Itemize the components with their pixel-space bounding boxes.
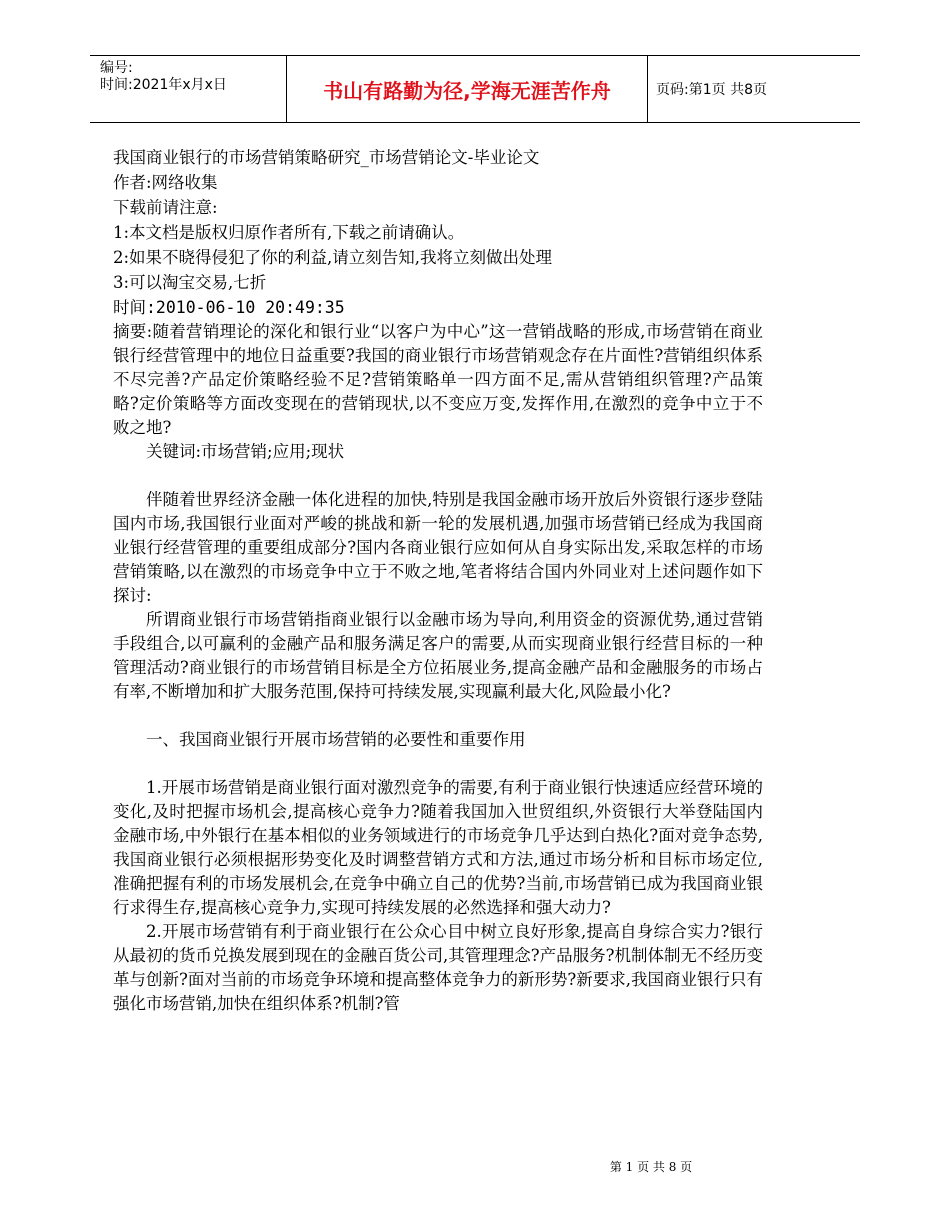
page-footer <box>0 1158 950 1175</box>
notice-item-1: 1:本文档是版权归原作者所有,下载之前请确认。 <box>113 223 465 242</box>
header-page-info: 页码:第1页 共8页 <box>656 82 767 98</box>
document-header <box>90 55 860 123</box>
document-body <box>113 145 763 1016</box>
header-motto: 书山有路勤为径,学海无涯苦作舟 <box>286 56 648 122</box>
point-paragraph-1: 1.开展市场营销是商业银行面对激烈竞争的需要,有利于商业银行快速适应经营环境的变化,及时把握市场机会,提高核心竞争力?随着我国加入世贸组织,外资银行大举登陆国内金融市场,中外银行在基本相似的业务领域进行的市场竞争几乎达到白热化?面对竞争态势,我国商业银行必须根据形势变化及时调整营销方式和方法,通过市场分析和目标市场定位,准确把握有利的市场发展机会,在竞争中确立自己的优势?当前,市场营销已成为我国商业银行求得生存,提高核心竞争力,实现可持续发展的必然选择和强大动力? <box>113 778 763 917</box>
document-author: 作者:网络收集 <box>113 173 218 192</box>
document-title: 我国商业银行的市场营销策略研究_市场营销论文-毕业论文 <box>113 148 540 167</box>
intro-paragraph-1: 伴随着世界经济金融一体化进程的加快,特别是我国金融市场开放后外资银行逐步登陆国内市场,我国银行业面对严峻的挑战和新一轮的发展机遇,加强市场营销已经成为我国商业银行经营管理的重要组成部分?国内各商业银行应如何从自身实际出发,采取怎样的市场营销策略,以在激烈的市场竞争中立于不败之地,笔者将结合国内外同业对上述问题作如下探讨: <box>113 490 763 605</box>
document-time-label: 时间:2021年x月x日 <box>100 77 227 93</box>
abstract-paragraph: 摘要:随着营销理论的深化和银行业“以客户为中心”这一营销战略的形成,市场营销在商业银行经营管理中的地位日益重要?我国的商业银行市场营销观念存在片面性?营销组织体系不尽完善?产品定价策略经验不足?营销策略单一四方面不足,需从营销组织管理?产品策略?定价策略等方面改变现在的营销现状,以不变应万变,发挥作用,在激烈的竞争中立于不败之地? <box>113 322 763 437</box>
point-paragraph-2: 2.开展市场营销有利于商业银行在公众心目中树立良好形象,提高自身综合实力?银行从最初的货币兑换发展到现在的金融百货公司,其管理理念?产品服务?机制体制无不经历变革与创新?面对当前的市场竞争环境和提高整体竞争力的新形势?新要求,我国商业银行只有强化市场营销,加快在组织体系?机制?管 <box>113 922 763 1013</box>
notice-heading: 下载前请注意: <box>113 198 218 217</box>
header-meta <box>100 60 288 94</box>
notice-item-2: 2:如果不晓得侵犯了你的利益,请立刻告知,我将立刻做出处理 <box>113 248 553 267</box>
intro-paragraph-2: 所谓商业银行市场营销指商业银行以金融市场为导向,利用资金的资源优势,通过营销手段组合,以可赢利的金融产品和服务满足客户的需要,从而实现商业银行经营目标的一种管理活动?商业银行的市场营销目标是全方位拓展业务,提高金融产品和金融服务的市场占有率,不断增加和扩大服务范围,保持可持续发展,实现赢利最大化,风险最小化? <box>113 610 763 701</box>
page-footer-text: 第 1 页 共 8 页 <box>609 1160 693 1174</box>
notice-item-3: 3:可以淘宝交易,七折 <box>113 273 267 292</box>
section-heading-1: 一、我国商业银行开展市场营销的必要性和重要作用 <box>146 730 526 749</box>
publish-time: 时间:2010-06-10 20:49:35 <box>113 298 345 317</box>
document-number-label: 编号: <box>100 60 133 76</box>
keywords-line: 关键词:市场营销;应用;现状 <box>146 442 345 461</box>
